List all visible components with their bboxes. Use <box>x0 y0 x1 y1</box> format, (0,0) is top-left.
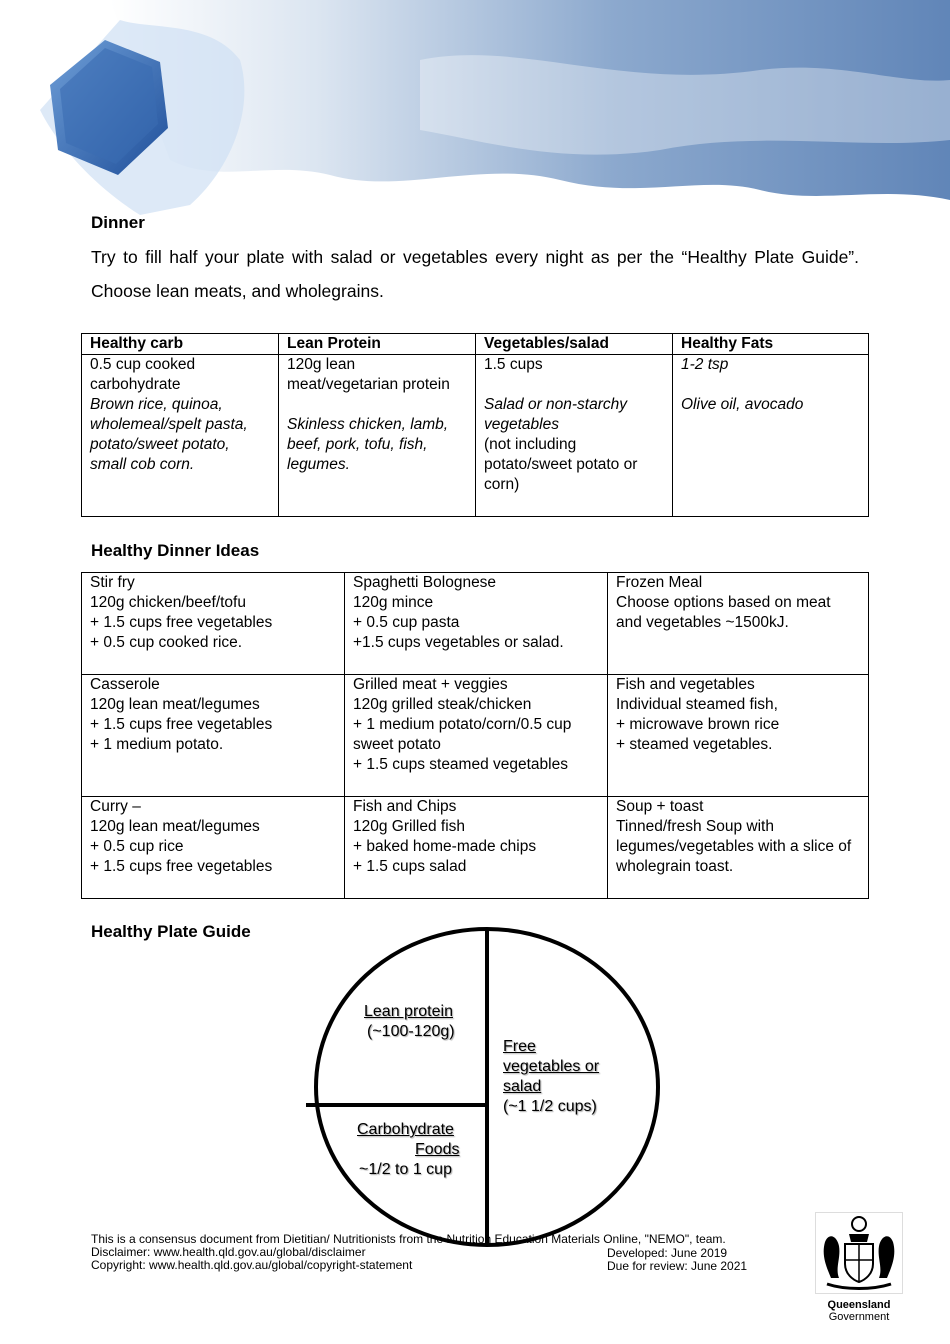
idea-line: + steamed vegetables. <box>616 736 773 753</box>
idea-line: 120g lean meat/legumes <box>90 818 260 835</box>
plate-carb-amount: ~1/2 to 1 cup <box>359 1161 452 1178</box>
dinner-ideas-table <box>81 572 869 899</box>
idea-line: Individual steamed fish, <box>616 696 778 713</box>
fats-amount: 1-2 tsp <box>681 356 729 373</box>
idea-line: + 0.5 cup pasta <box>353 614 460 631</box>
idea-line: 120g grilled steak/chicken <box>353 696 532 713</box>
idea-line: 120g lean meat/legumes <box>90 696 260 713</box>
healthy-plate-diagram <box>300 925 670 1250</box>
plate-veg-label-1: Free <box>503 1038 536 1055</box>
footer-review: Due for review: June 2021 <box>607 1259 748 1273</box>
idea-line: 120g chicken/beef/tofu <box>90 594 246 611</box>
footer-copyright: Copyright: www.health.qld.gov.au/global/copyright-statement <box>91 1258 413 1272</box>
idea-line: Tinned/fresh Soup with legumes/vegetables with a slice of wholegrain toast. <box>616 818 852 875</box>
ideas-row <box>82 675 869 797</box>
footer-consensus: This is a consensus document from Dietitian/ Nutritionists from the Nutrition Education Materials Online, "NEMO", team. <box>91 1232 726 1246</box>
idea-title: Stir fry <box>90 574 135 591</box>
header-healthy-fats: Healthy Fats <box>673 334 869 355</box>
queensland-government-logo <box>815 1212 903 1322</box>
idea-title: Spaghetti Bolognese <box>353 574 497 591</box>
idea-cell <box>608 797 869 899</box>
carb-amount: 0.5 cup cooked carbohydrate <box>90 356 196 393</box>
logo-line1: Queensland <box>827 1299 891 1311</box>
veg-note: (not including potato/sweet potato or corn) <box>484 436 638 493</box>
idea-cell <box>608 573 869 675</box>
idea-line: + 1.5 cups free vegetables <box>90 716 273 733</box>
carb-cell <box>82 355 279 517</box>
crest-icon <box>815 1212 903 1294</box>
intro-paragraph: Try to fill half your plate with salad or vegetables every night as per the “Healthy Plate Guide”. Choose lean meats, and wholegrains. <box>91 247 859 301</box>
idea-title: Casserole <box>90 676 160 693</box>
idea-cell <box>608 675 869 797</box>
ideas-row <box>82 573 869 675</box>
idea-line: + 1.5 cups steamed vegetables <box>353 756 568 773</box>
footer-dates <box>607 1247 747 1273</box>
footer-developed: Developed: June 2019 <box>607 1246 728 1260</box>
idea-cell <box>82 573 345 675</box>
ideas-row <box>82 797 869 899</box>
idea-cell <box>82 675 345 797</box>
idea-title: Fish and vegetables <box>616 676 755 693</box>
veg-examples: Salad or non-starchy vegetables <box>484 396 628 433</box>
idea-title: Curry – <box>90 798 141 815</box>
plate-carb-label-1: Carbohydrate <box>357 1121 454 1138</box>
idea-title: Grilled meat + veggies <box>353 676 508 693</box>
footer-disclaimer: Disclaimer: www.health.qld.gov.au/global/disclaimer <box>91 1245 366 1259</box>
header-lean-protein: Lean Protein <box>279 334 476 355</box>
idea-line: +1.5 cups vegetables or salad. <box>353 634 564 651</box>
protein-cell <box>279 355 476 517</box>
plate-title: Healthy Plate Guide <box>91 922 251 941</box>
idea-line: 120g Grilled fish <box>353 818 466 835</box>
header-healthy-carb: Healthy carb <box>82 334 279 355</box>
idea-cell <box>345 797 608 899</box>
idea-line: + 1.5 cups free vegetables <box>90 614 273 631</box>
fats-cell <box>673 355 869 517</box>
veg-amount: 1.5 cups <box>484 356 543 373</box>
idea-title: Soup + toast <box>616 798 704 815</box>
portion-table <box>81 333 869 517</box>
portion-table-row <box>82 355 869 517</box>
plate-carb-label-2: Foods <box>415 1141 460 1158</box>
idea-line: + microwave brown rice <box>616 716 780 733</box>
idea-line: + 1 medium potato/corn/0.5 cup sweet potato <box>353 716 572 753</box>
idea-line: + 1.5 cups salad <box>353 858 467 875</box>
idea-line: + 0.5 cup cooked rice. <box>90 634 243 651</box>
carb-examples: Brown rice, quinoa, wholemeal/spelt pasta, potato/sweet potato, small cob corn. <box>90 396 248 473</box>
plate-veg-label-2: vegetables or <box>503 1058 600 1075</box>
ideas-title: Healthy Dinner Ideas <box>91 541 260 560</box>
idea-title: Frozen Meal <box>616 574 703 591</box>
idea-cell <box>345 573 608 675</box>
idea-line: + 1.5 cups free vegetables <box>90 858 273 875</box>
plate-veg-amount: (~1 1/2 cups) <box>503 1098 597 1115</box>
section-title: Dinner <box>91 213 145 232</box>
header-banner <box>0 0 950 225</box>
plate-protein-label: Lean protein <box>364 1003 453 1020</box>
header-vegetables-salad: Vegetables/salad <box>476 334 673 355</box>
idea-line: Choose options based on meat and vegetables ~1500kJ. <box>616 594 831 631</box>
idea-cell <box>345 675 608 797</box>
idea-line: + 1 medium potato. <box>90 736 224 753</box>
portion-table-header <box>82 334 869 355</box>
idea-title: Fish and Chips <box>353 798 457 815</box>
idea-cell <box>82 797 345 899</box>
idea-line: + baked home-made chips <box>353 838 537 855</box>
idea-line: 120g mince <box>353 594 434 611</box>
veg-cell <box>476 355 673 517</box>
fats-examples: Olive oil, avocado <box>681 396 804 413</box>
logo-line2: Government <box>828 1311 890 1323</box>
plate-veg-label-3: salad <box>503 1078 542 1095</box>
idea-line: + 0.5 cup rice <box>90 838 184 855</box>
protein-amount: 120g lean meat/vegetarian protein <box>287 356 450 393</box>
plate-protein-amount: (~100-120g) <box>367 1023 455 1040</box>
protein-examples: Skinless chicken, lamb, beef, pork, tofu, fish, legumes. <box>287 416 449 473</box>
